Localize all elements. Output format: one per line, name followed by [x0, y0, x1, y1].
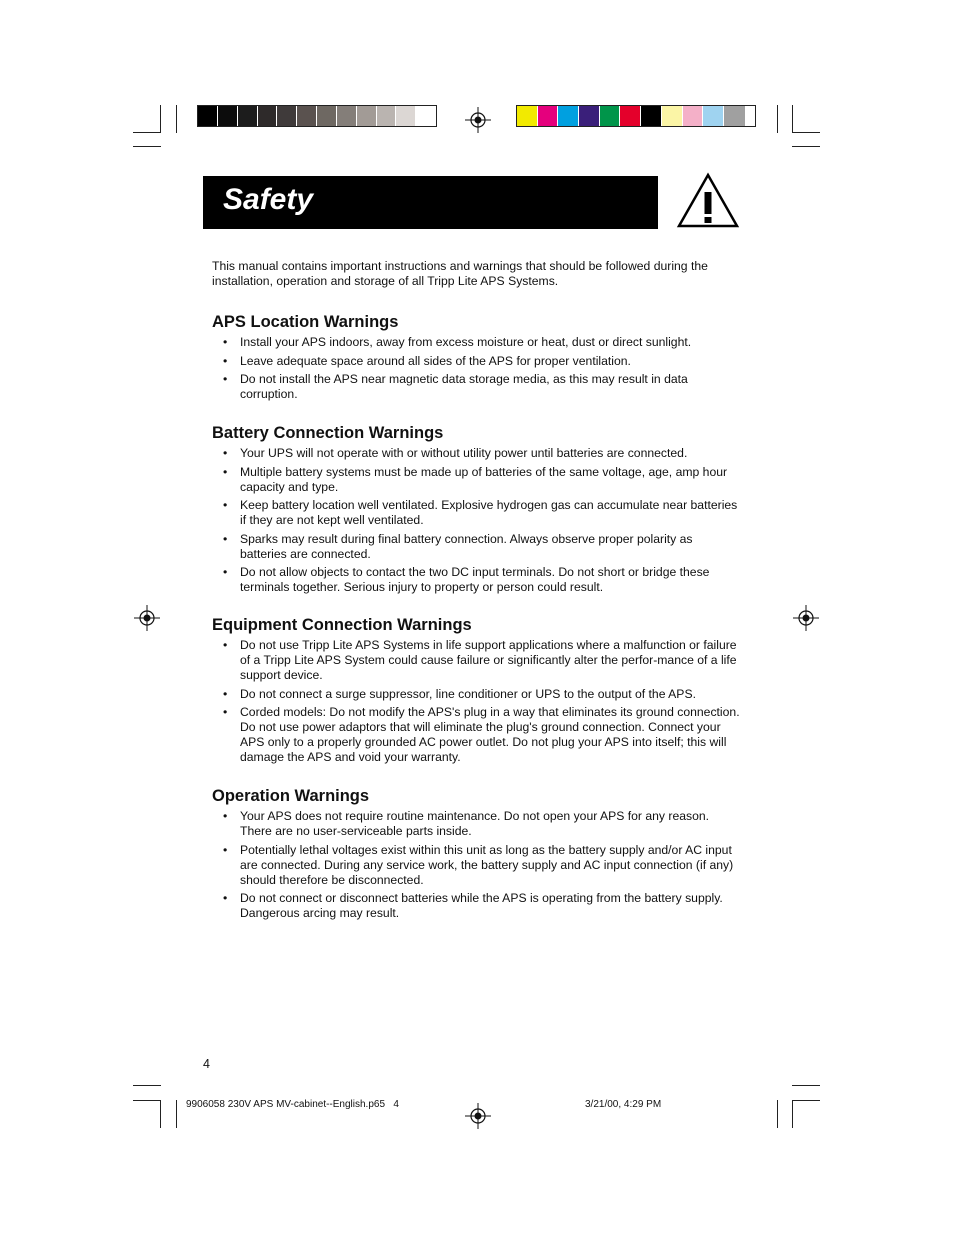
- list-item: • Potentially lethal voltages exist within this unit as long as the battery supply and/or AC input are connected. During any service work, the battery supply and AC input connection (if any) should therefore be disconnected.: [212, 843, 742, 888]
- registration-mark-icon: [465, 1103, 491, 1129]
- color-swatch: [238, 106, 258, 126]
- color-swatch: [620, 106, 641, 126]
- list-item: • Install your APS indoors, away from excess moisture or heat, dust or direct sunlight.: [212, 335, 742, 350]
- list-item: • Multiple battery systems must be made up of batteries of the same voltage, age, amp hour capacity and type.: [212, 465, 742, 495]
- crop-mark: [792, 1085, 820, 1086]
- section-heading: APS Location Warnings: [212, 313, 399, 331]
- grayscale-swatch-bar: [197, 105, 437, 127]
- list-item: • Do not use Tripp Lite APS Systems in life support applications where a malfunction or failure of a Tripp Lite APS System could cause failure or significantly alter the perfor-mance of a life support device.: [212, 638, 742, 683]
- crop-mark: [792, 146, 820, 147]
- list-item: • Your UPS will not operate with or without utility power until batteries are connected.: [212, 446, 742, 461]
- crop-mark: [160, 105, 161, 133]
- color-swatch: [218, 106, 238, 126]
- color-swatch: [538, 106, 559, 126]
- crop-mark: [176, 1100, 177, 1128]
- page-title-banner: [203, 176, 658, 229]
- warning-triangle-icon: [658, 153, 758, 253]
- intro-paragraph: This manual contains important instructions and warnings that should be followed during the installation, operation and storage of all Tripp Lite APS Systems.: [212, 259, 708, 288]
- section-operation: [212, 786, 742, 925]
- page-title: Safety: [223, 183, 314, 216]
- footer-timestamp: 3/21/00, 4:29 PM: [585, 1099, 662, 1110]
- registration-mark-icon: [134, 605, 160, 631]
- page-number: 4: [203, 1057, 210, 1071]
- section-battery-connection: [212, 423, 742, 599]
- crop-mark: [133, 132, 161, 133]
- color-swatch: [517, 106, 538, 126]
- crop-mark: [792, 132, 820, 133]
- color-swatch: [703, 106, 724, 126]
- color-swatch: [198, 106, 218, 126]
- crop-mark: [176, 105, 177, 133]
- list-item: • Keep battery location well ventilated. Explosive hydrogen gas can accumulate near batteries if they are not kept well ventilated.: [212, 498, 742, 528]
- color-swatch: [277, 106, 297, 126]
- list-item: • Sparks may result during final battery connection. Always observe proper polarity as batteries are connected.: [212, 532, 742, 562]
- main-content: [212, 259, 742, 920]
- crop-mark: [133, 146, 161, 147]
- color-swatch: [258, 106, 278, 126]
- list-item: • Leave adequate space around all sides of the APS for proper ventilation.: [212, 354, 742, 369]
- list-item: • Do not connect or disconnect batteries while the APS is operating from the battery supply. Dangerous arcing may result.: [212, 891, 742, 921]
- section-heading: Operation Warnings: [212, 787, 370, 805]
- color-swatch: [317, 106, 337, 126]
- color-swatch: [357, 106, 377, 126]
- color-swatch: [641, 106, 662, 126]
- list-item: • Corded models: Do not modify the APS's plug in a way that eliminates its ground connection. Do not use power adaptors that will eliminate the plug's ground connection. Connect your APS only to a properly grounded AC power outlet. Do not plug your APS into itself; this will damage the APS and void your warranty.: [212, 705, 742, 765]
- list-item: • Do not connect a surge suppressor, line conditioner or UPS to the output of the APS.: [212, 687, 742, 702]
- crop-mark: [777, 105, 778, 133]
- color-swatch: [579, 106, 600, 126]
- color-swatch: [377, 106, 397, 126]
- crop-mark: [133, 1085, 161, 1086]
- warning-symbol-box: [658, 153, 758, 253]
- warning-list: [212, 809, 742, 921]
- color-swatch: [416, 106, 436, 126]
- registration-mark-icon: [465, 107, 491, 133]
- color-swatch: [396, 106, 416, 126]
- color-swatch: [297, 106, 317, 126]
- crop-mark: [160, 1100, 161, 1128]
- crop-mark: [777, 1100, 778, 1128]
- warning-list: [212, 446, 742, 595]
- section-heading: Equipment Connection Warnings: [212, 616, 472, 634]
- warning-list: [212, 638, 742, 765]
- color-swatch: [724, 106, 745, 126]
- registration-mark-icon: [793, 605, 819, 631]
- crop-mark: [792, 1100, 793, 1128]
- crop-mark: [133, 1100, 161, 1101]
- crop-mark: [792, 105, 793, 133]
- section-aps-location: [212, 312, 742, 406]
- list-item: • Do not allow objects to contact the two DC input terminals. Do not short or bridge these terminals together. Serious injury to property or person could result.: [212, 565, 742, 595]
- color-swatch: [337, 106, 357, 126]
- list-item: • Do not install the APS near magnetic data storage media, as this may result in data corruption.: [212, 372, 742, 402]
- color-swatch: [558, 106, 579, 126]
- crop-mark: [792, 1100, 820, 1101]
- list-item: • Your APS does not require routine maintenance. Do not open your APS for any reason. There are no user-serviceable parts inside.: [212, 809, 742, 839]
- color-swatch: [662, 106, 683, 126]
- footer-filename: 9906058 230V APS MV-cabinet--English.p65 4: [186, 1099, 399, 1110]
- warning-list: [212, 335, 742, 402]
- section-equipment-connection: [212, 615, 742, 769]
- section-heading: Battery Connection Warnings: [212, 424, 444, 442]
- color-swatch: [683, 106, 704, 126]
- color-swatch-bar: [516, 105, 756, 127]
- color-swatch: [600, 106, 621, 126]
